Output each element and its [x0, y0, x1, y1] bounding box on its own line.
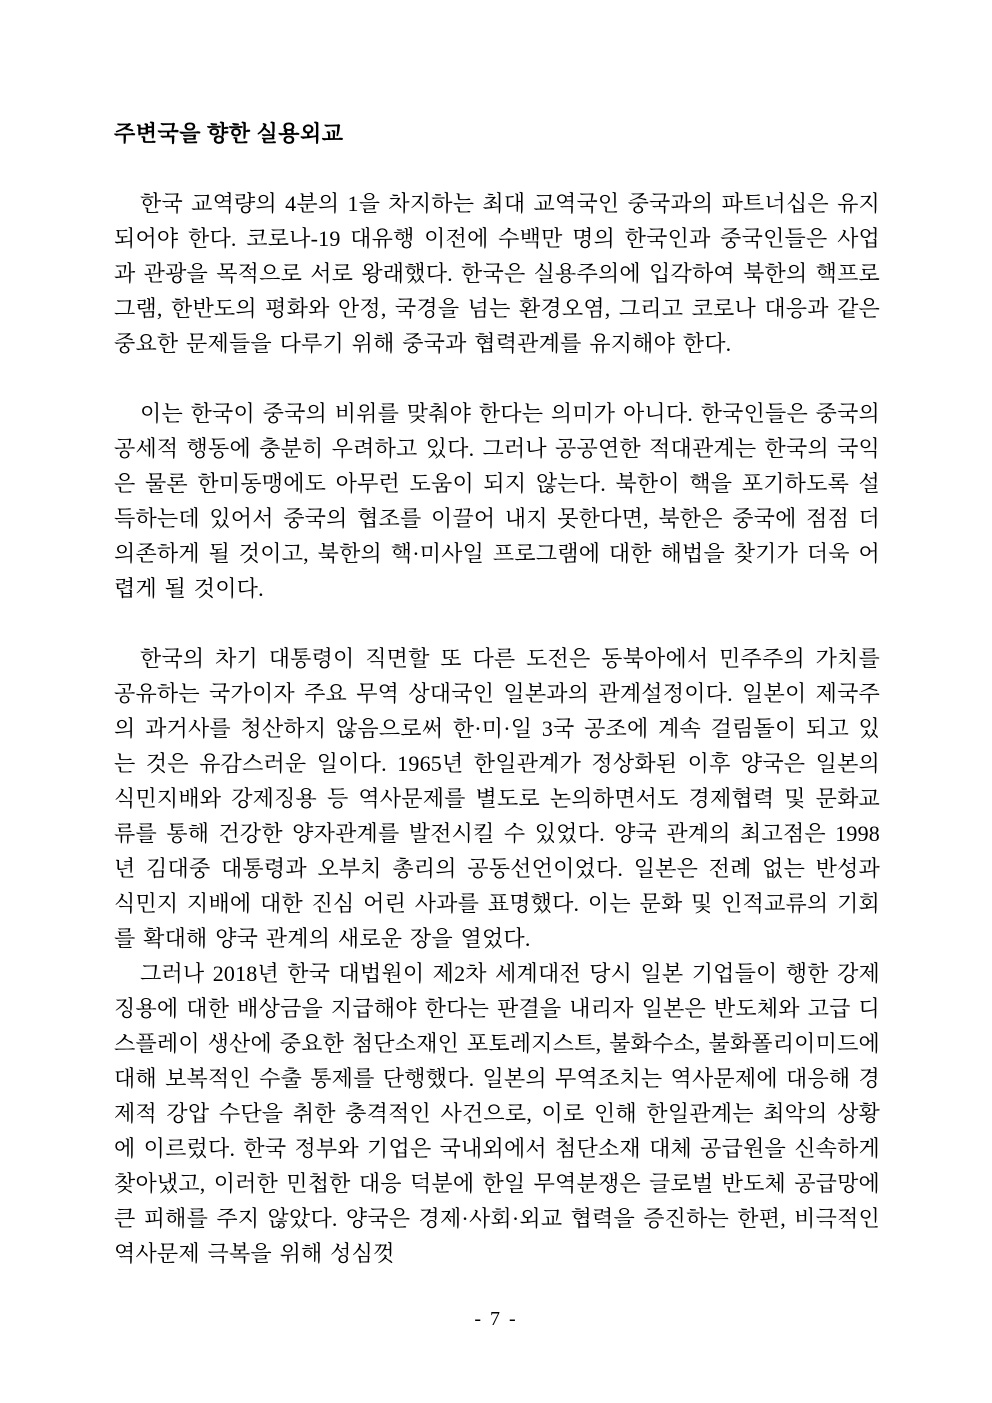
- paragraph-trade-dispute: 그러나 2018년 한국 대법원이 제2차 세계대전 당시 일본 기업들이 행한 강제징용에 대한 배상금을 지급해야 한다는 판결을 내리자 일본은 반도체와 고급 디스플레이 생산에 중요한 첨단소재인 포토레지스트, 불화수소, 불화폴리이미드에 대해 보복적인 수출 통제를 단행했다. 일본의 무역조치는 역사문제에 대응해 경제적 강압 수단을 취한 충격적인 사건으로, 이로 인해 한일관계는 최악의 상황에 이르렀다. 한국 정부와 기업은 국내외에서 첨단소재 대체 공급원을 신속하게 찾아냈고, 이러한 민첩한 대응 덕분에 한일 무역분쟁은 글로벌 반도체 공급망에 큰 피해를 주지 않았다. 양국은 경제·사회·외교 협력을 증진하는 한편, 비극적인 역사문제 극복을 위해 성심껏: [114, 961, 880, 1266]
- section-heading: 주변국을 향한 실용외교: [114, 121, 344, 146]
- page-number: - 7 -: [474, 1308, 518, 1330]
- paragraph-japan-relations: 한국의 차기 대통령이 직면할 또 다른 도전은 동북아에서 민주주의 가치를 공유하는 국가이자 주요 무역 상대국인 일본과의 관계설정이다. 일본이 제국주의 과거사를 청산하지 않음으로써 한·미·일 3국 공조에 계속 걸림돌이 되고 있는 것은 유감스러운 일이다. 1965년 한일관계가 정상화된 이후 양국은 일본의 식민지배와 강제징용 등 역사문제를 별도로 논의하면서도 경제협력 및 문화교류를 통해 건강한 양자관계를 발전시킬 수 있었다. 양국 관계의 최고점은 1998년 김대중 대통령과 오부치 총리의 공동선언이었다. 일본은 전례 없는 반성과 식민지 지배에 대한 진심 어린 사과를 표명했다. 이는 문화 및 인적교류의 기회를 확대해 양국 관계의 새로운 장을 열었다.: [114, 646, 880, 951]
- paragraph-china-caution: 이는 한국이 중국의 비위를 맞춰야 한다는 의미가 아니다. 한국인들은 중국의 공세적 행동에 충분히 우려하고 있다. 그러나 공공연한 적대관계는 한국의 국익은 물론 한미동맹에도 아무런 도움이 되지 않는다. 북한이 핵을 포기하도록 설득하는데 있어서 중국의 협조를 이끌어 내지 못한다면, 북한은 중국에 점점 더 의존하게 될 것이고, 북한의 핵·미사일 프로그램에 대한 해법을 찾기가 더욱 어렵게 될 것이다.: [114, 401, 881, 601]
- paragraph-china-partnership: 한국 교역량의 4분의 1을 차지하는 최대 교역국인 중국과의 파트너십은 유지되어야 한다. 코로나-19 대유행 이전에 수백만 명의 한국인과 중국인들은 사업과 관광을 목적으로 서로 왕래했다. 한국은 실용주의에 입각하여 북한의 핵프로그램, 한반도의 평화와 안정, 국경을 넘는 환경오염, 그리고 코로나 대응과 같은 중요한 문제들을 다루기 위해 중국과 협력관계를 유지해야 한다.: [114, 191, 880, 356]
